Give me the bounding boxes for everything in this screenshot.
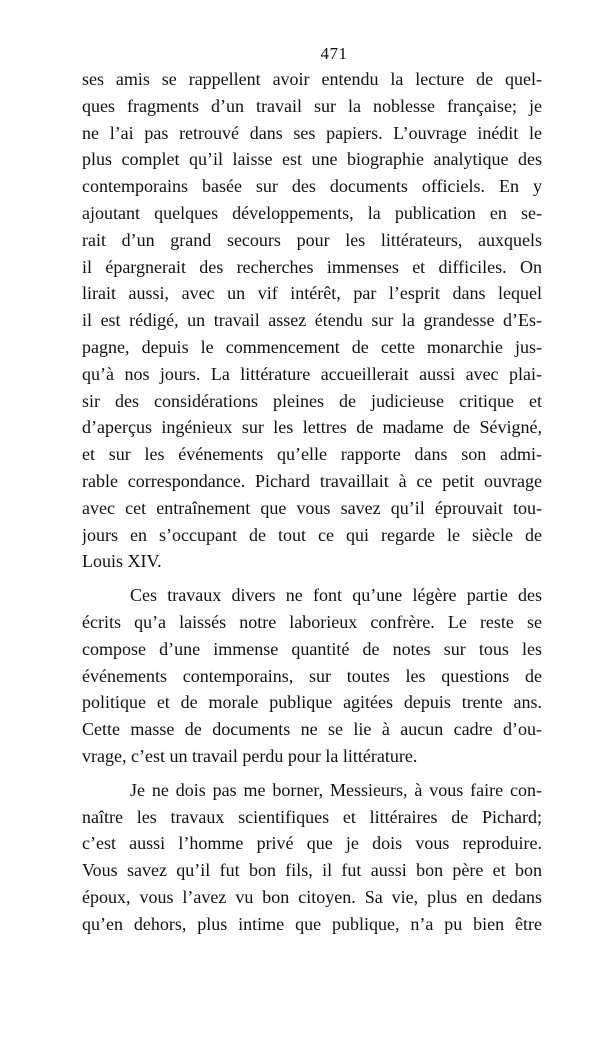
text-line: c’est aussi l’homme privé que je dois vous reproduire. bbox=[82, 833, 542, 854]
text-line: avec cet entraînement que vous savez qu’il éprouvait tou- bbox=[82, 497, 542, 518]
text-line: lirait aussi, avec un vif intérêt, par l’esprit dans lequel bbox=[82, 283, 542, 304]
text-line: Ces travaux divers ne font qu’une légère partie des bbox=[130, 585, 542, 606]
text-line: pagne, depuis le commencement de cette monarchie jus- bbox=[82, 336, 542, 357]
text-line: il est rédigé, un travail assez étendu sur la grandesse d’Es- bbox=[82, 310, 542, 331]
text-line: naître les travaux scientifiques et littéraires de Pichard; bbox=[82, 806, 542, 827]
text-line: écrits qu’a laissés notre laborieux confrère. Le reste se bbox=[82, 611, 542, 632]
paragraph-1 bbox=[82, 66, 542, 575]
text-line: contemporains basée sur des documents officiels. En y bbox=[82, 176, 542, 197]
text-line: sir des considérations pleines de judicieuse critique et bbox=[82, 390, 542, 411]
text-line: Cette masse de documents ne se lie à aucun cadre d’ou- bbox=[82, 719, 542, 740]
text-line: rable correspondance. Pichard travaillait à ce petit ouvrage bbox=[82, 470, 542, 491]
text-line: ques fragments d’un travail sur la noblesse française; je bbox=[82, 95, 542, 116]
page-number: 471 bbox=[320, 44, 348, 63]
text-line: Louis XIV. bbox=[82, 551, 162, 572]
paragraph-3 bbox=[82, 777, 542, 938]
text-line: Je ne dois pas me borner, Messieurs, à vous faire con- bbox=[130, 779, 542, 800]
text-line: politique et de morale publique agitées depuis trente ans. bbox=[82, 692, 542, 713]
text-line: compose d’une immense quantité de notes sur tous les bbox=[82, 638, 542, 659]
paragraph-2 bbox=[82, 582, 542, 770]
text-line: époux, vous l’avez vu bon citoyen. Sa vie, plus en dedans bbox=[82, 886, 542, 907]
text-line: ajoutant quelques développements, la publication en se- bbox=[82, 202, 542, 223]
text-line: ne l’ai pas retrouvé dans ses papiers. L’ouvrage inédit le bbox=[82, 122, 542, 143]
text-line: rait d’un grand secours pour les littérateurs, auxquels bbox=[82, 229, 542, 250]
text-line: événements contemporains, sur toutes les questions de bbox=[82, 665, 542, 686]
text-line: qu’en dehors, plus intime que publique, n’a pu bien être bbox=[82, 913, 542, 934]
text-line: plus complet qu’il laisse est une biographie analytique des bbox=[82, 149, 542, 170]
text-line: ses amis se rappellent avoir entendu la lecture de quel- bbox=[82, 69, 542, 89]
text-line: d’aperçus ingénieux sur les lettres de madame de Sévigné, bbox=[82, 417, 542, 438]
text-line: qu’à nos jours. La littérature accueillerait aussi avec plai- bbox=[82, 363, 542, 384]
body-text bbox=[82, 66, 542, 938]
text-line: jours en s’occupant de tout ce qui regarde le siècle de bbox=[82, 524, 542, 545]
text-line: et sur les événements qu’elle rapporte dans son admi- bbox=[82, 444, 542, 465]
text-line: il épargnerait des recherches immenses et difficiles. On bbox=[82, 256, 542, 277]
text-line: Vous savez qu’il fut bon fils, il fut aussi bon père et bon bbox=[82, 860, 542, 881]
text-line: vrage, c’est un travail perdu pour la littérature. bbox=[82, 745, 418, 766]
